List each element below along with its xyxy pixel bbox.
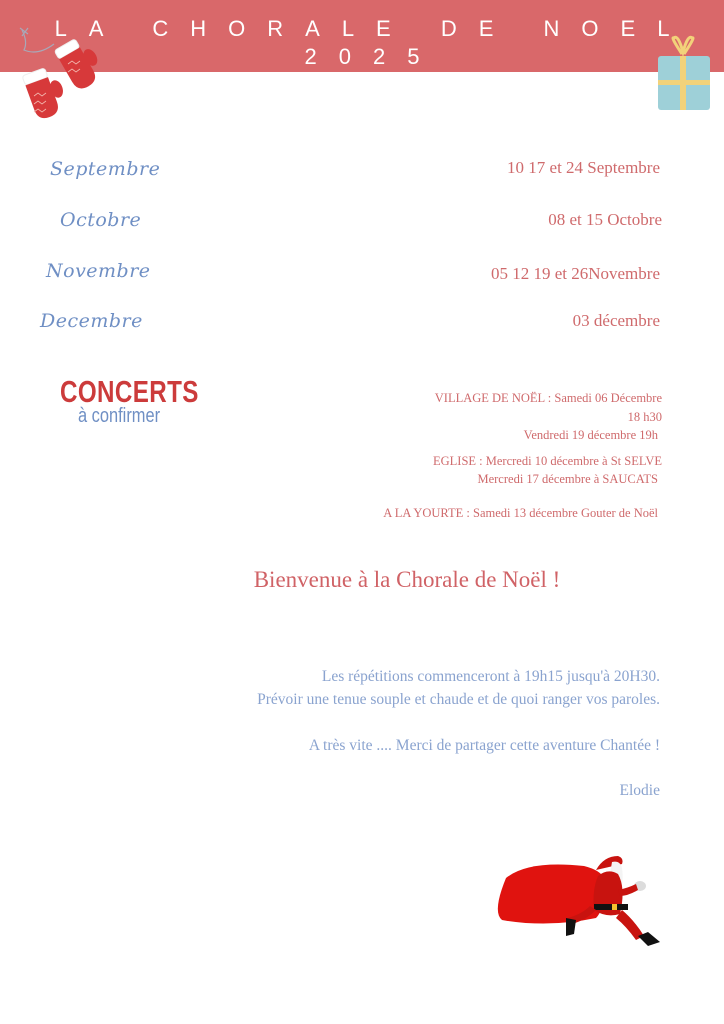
month-dates: 08 et 15 Octobre [548,210,662,229]
month-label: Octobre [60,209,142,231]
month-dates: 05 12 19 et 26Novembre [490,264,660,283]
santa-icon [488,848,674,964]
message-line: Les répétitions commenceront à 19h15 jusqu'à 20H30. [321,668,660,685]
message-line: Prévoir une tenue souple et chaude et de quoi ranger vos paroles. [257,691,660,708]
concert-line: Vendredi 19 décembre 19h [523,428,658,442]
concert-line: EGLISE : Mercredi 10 décembre à St SELVE [433,454,662,468]
signature: Elodie [619,782,660,799]
message-line: A très vite .... Merci de partager cette aventure Chantée ! [308,737,660,754]
page-title: LA CHORALE DE NOEL [54,16,692,41]
concert-line: Mercredi 17 décembre à SAUCATS [477,472,658,486]
month-label: Decembre [40,310,143,332]
concert-line: A LA YOURTE : Samedi 13 décembre Gouter de Noël [383,506,658,520]
concerts-heading: CONCERTS [60,374,199,409]
concerts-subheading: à confirmer [78,405,161,427]
month-dates: 10 17 et 24 Septembre [507,158,660,177]
concert-line: VILLAGE DE NOËL : Samedi 06 Décembre [434,391,662,405]
concert-line: 18 h30 [627,410,662,424]
month-label: Novembre [46,260,151,282]
month-dates: 03 décembre [572,311,660,330]
page-title-year: 2025 [304,44,442,69]
month-label: Septembre [50,158,161,180]
gift-icon [650,32,716,112]
welcome-title: Bienvenue à la Chorale de Noël ! [253,567,561,592]
mittens-icon [8,20,112,124]
